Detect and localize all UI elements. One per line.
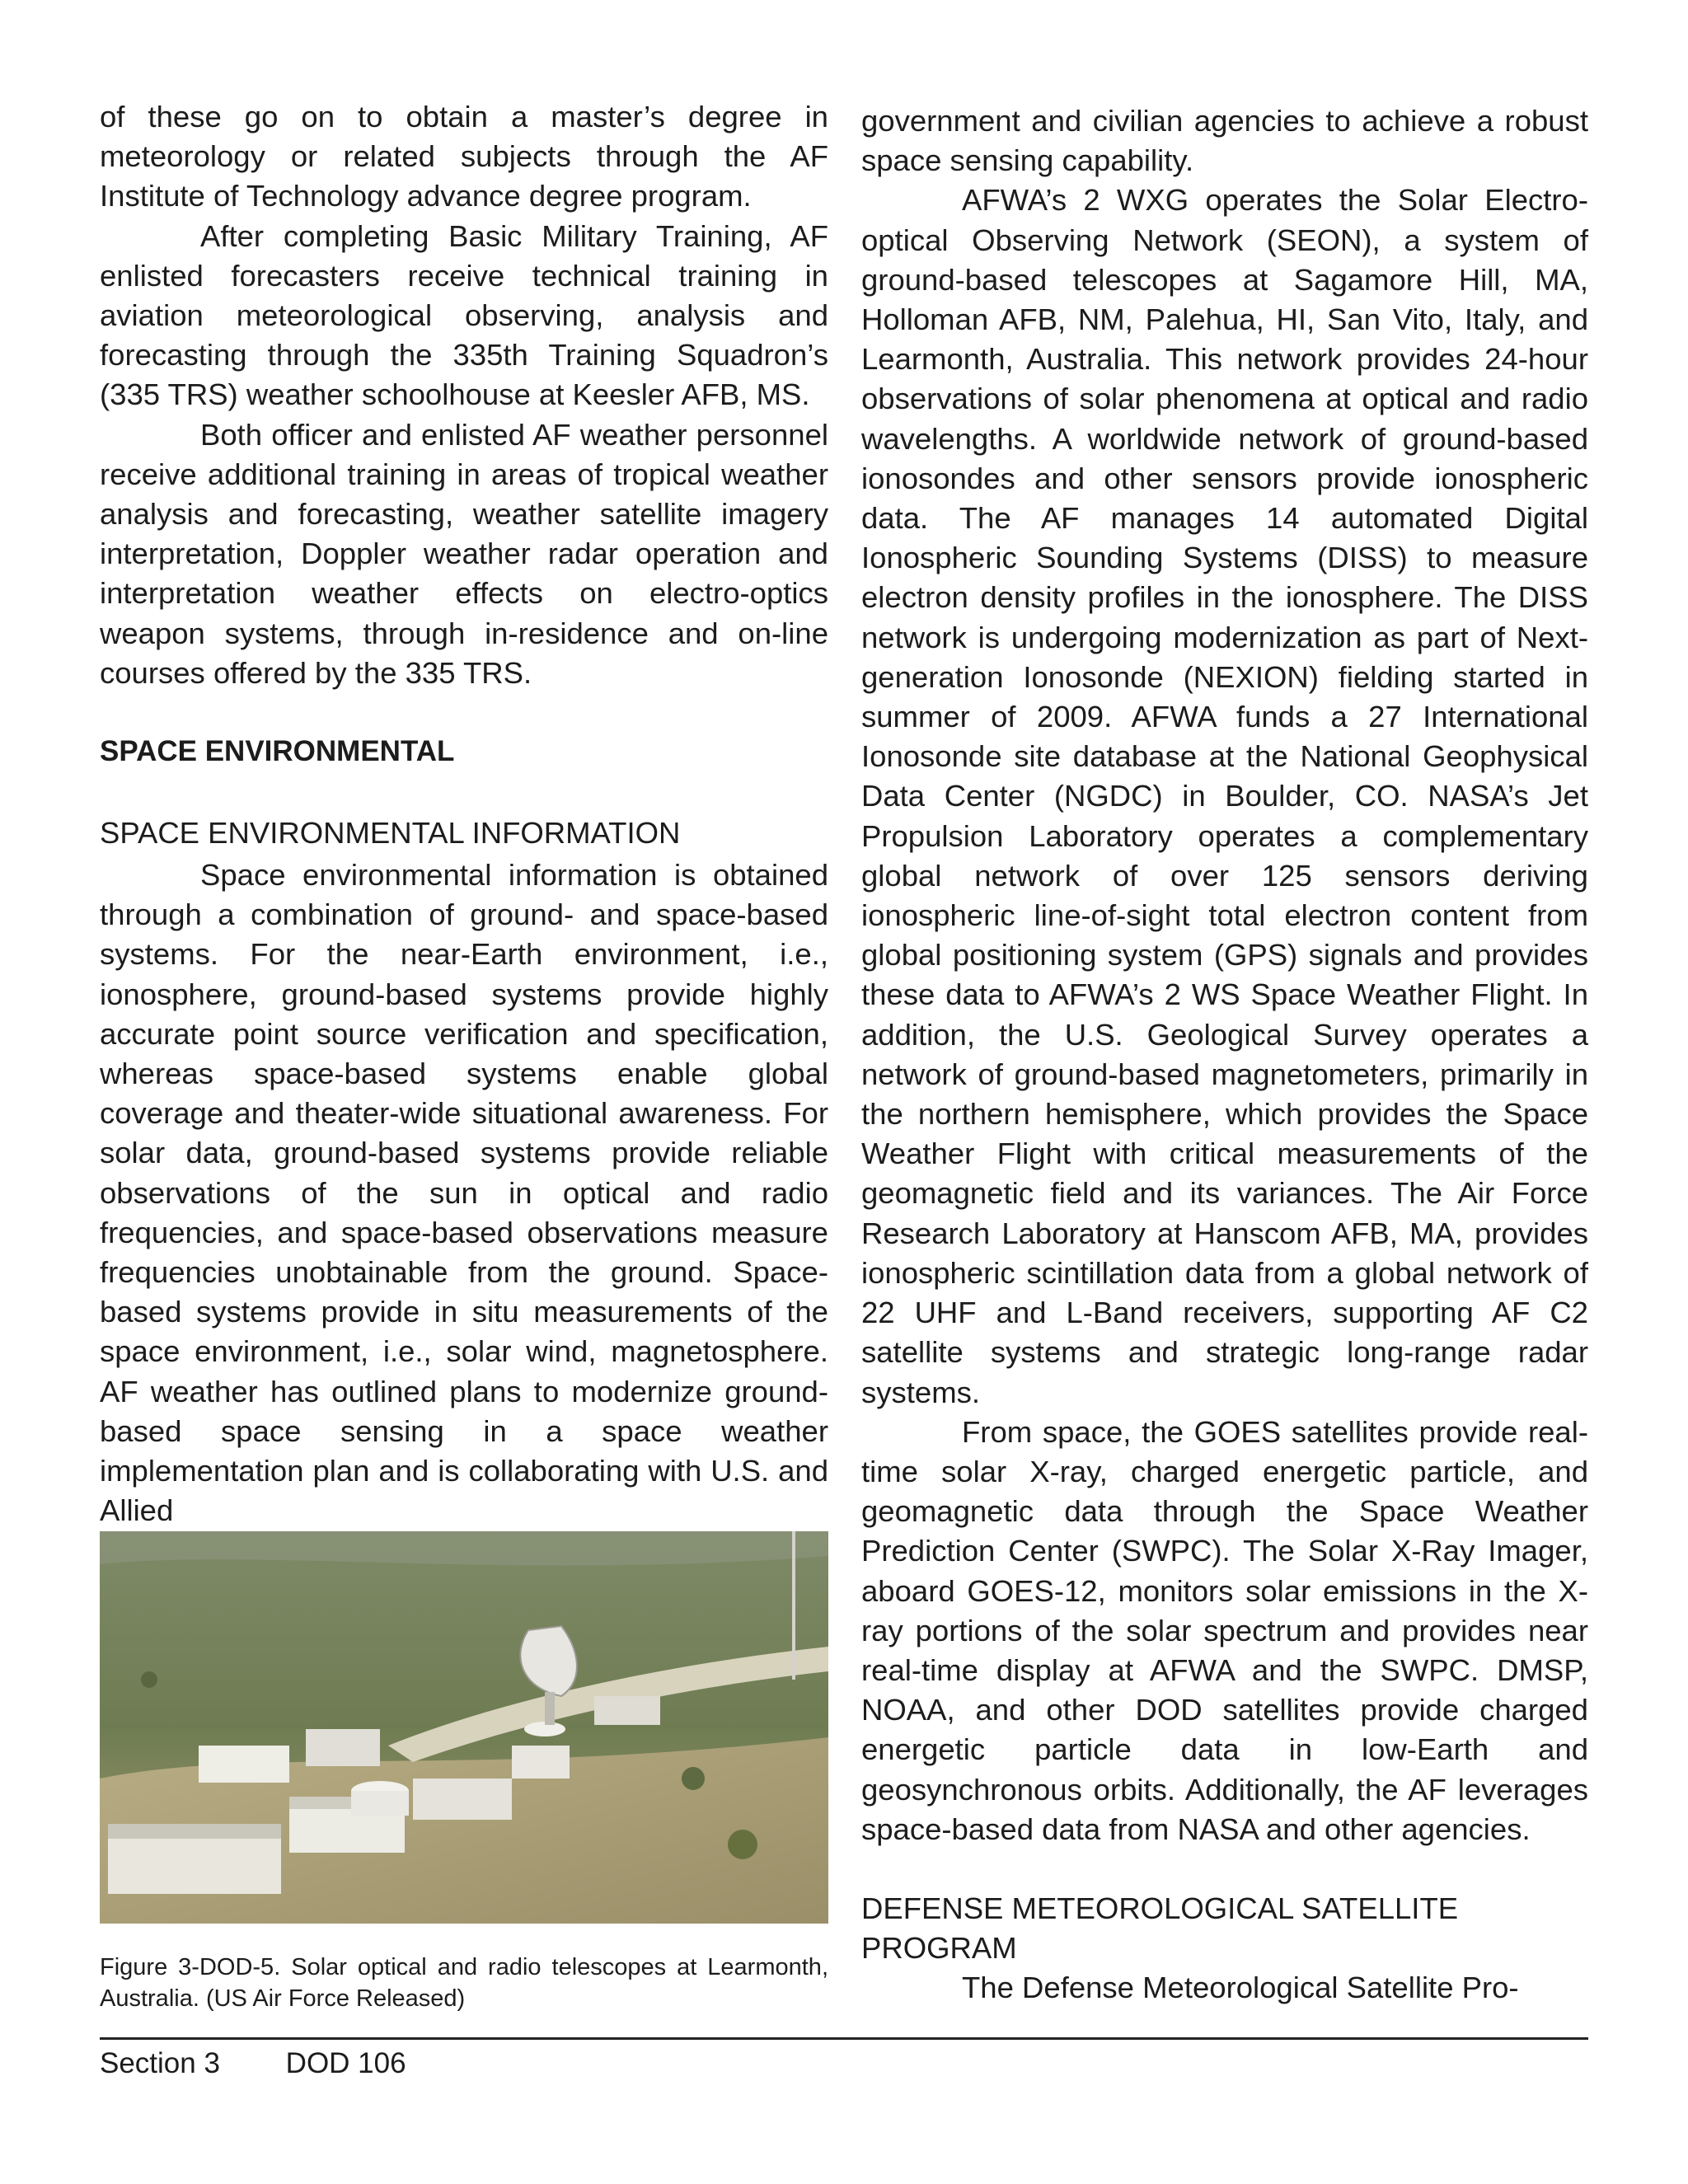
footer-divider xyxy=(100,2037,1588,2040)
section-title: SPACE ENVIRONMENTAL xyxy=(100,735,455,767)
left-paragraph-4 xyxy=(100,855,828,1530)
right-paragraph-4: The Defense Meteorological Satellite Pro- xyxy=(962,1971,1519,2005)
page-footer xyxy=(100,2047,464,2080)
right-paragraph-2: AFWA’s 2 WXG operates the Solar Electro-optical Observing Network (SEON), a system of ground-based telescopes at Sagamore Hill, MA, Holloman AFB, NM, Palehua, HI, San Vito, Italy, and Learmonth, Australia. This network provides 24-hour observations of solar phenomena at optical and radio wavelengths. A worldwide network of ground-based ionosondes and other sensors provide ionospheric data. The AF manages 14 automated Digital Ionospheric Sounding Systems (DISS) to measure electron density profiles in the ionosphere. The DISS network is undergoing modernization as part of Next-generation Ionosonde (NEXION) fielding started in summer of 2009. AFWA funds a 27 International Ionosonde site database at the National Geophysical Data Center (NGDC) in Boulder, CO. NASA’s Jet Propulsion Laboratory operates a complementary global network of over 125 sensors deriving ionospheric line-of-sight total electron content from global positioning system (GPS) signals and provides these data to AFWA’s 2 WS Space Weather Flight. In addition, the U.S. Geological Survey operates a network of ground-based magnetometers, primarily in the northern hemisphere, which provides the Space Weather Flight with critical measurements of the geomagnetic field and its variances. The Air Force Research Laboratory at Hanscom AFB, MA, provides ionospheric scintillation data from a global network of 22 UHF and L-Band receivers, supporting AF C2 satellite systems and strategic long-range radar systems. xyxy=(861,183,1588,1409)
right-paragraph-1: government and civilian agencies to achieve a robust space sensing capability. xyxy=(861,104,1588,178)
left-column xyxy=(100,97,828,693)
footer-section: Section 3 xyxy=(100,2047,220,2079)
left-paragraph-3: Both officer and enlisted AF weather personnel receive additional training in areas of tropical weather analysis and forecasting, weather satellite imagery interpretation, Doppler weather radar operation and interpretation weather effects on electro-optics weapon systems, through in-residence and on-line courses offered by the 335 TRS. xyxy=(100,417,828,690)
subsection-title-space-env-info: SPACE ENVIRONMENTAL INFORMATION xyxy=(100,816,681,850)
figure-caption: Figure 3-DOD-5. Solar optical and radio telescopes at Learmonth, Australia. (US Air Force Released) xyxy=(100,1954,828,2012)
footer-page-number: DOD 106 xyxy=(285,2047,406,2079)
left-paragraph-1: of these go on to obtain a master’s degree in meteorology or related subjects through the AF Institute of Technology advance degree program. xyxy=(100,100,828,213)
right-column xyxy=(861,101,1588,2008)
observatory-photo xyxy=(100,1531,828,1924)
left-paragraph-2: After completing Basic Military Training, AF enlisted forecasters receive technical training in aviation meteorological observing, analysis and forecasting through the 335th Training Squadron’s (335 TRS) weather schoolhouse at Keesler AFB, MS. xyxy=(100,218,828,412)
space-env-info-text: Space environmental information is obtained through a combination of ground- and space-based systems. For the near-Earth environment, i.e., ionosphere, ground-based systems provide highly accurate point source verification and specification, whereas space-based systems enable global coverage and theater-wide situational awareness. For solar data, ground-based systems provide reliable observations of the sun in optical and radio frequencies, and space-based observations measure frequencies unobtainable from the ground. Space-based systems provide in situ measurements of the space environment, i.e., solar wind, magnetosphere. AF weather has outlined plans to modernize ground-based space sensing in a space weather implementation plan and is collaborating with U.S. and Allied xyxy=(100,858,828,1528)
subsection-title-dmsp: DEFENSE METEOROLOGICAL SATELLITE PROGRAM xyxy=(861,1891,1459,1966)
observatory-illustration xyxy=(100,1531,828,1924)
right-paragraph-3: From space, the GOES satellites provide real-time solar X-ray, charged energetic particle, and geomagnetic data through the Space Weather Prediction Center (SWPC). The Solar X-Ray Imager, aboard GOES-12, monitors solar emissions in the X-ray portions of the solar spectrum and provides near real-time display at AFWA and the SWPC. DMSP, NOAA, and other DOD satellites provide charged energetic particle data in low-Earth and geosynchronous orbits. Additionally, the AF leverages space-based data from NASA and other agencies. xyxy=(861,1414,1588,1846)
